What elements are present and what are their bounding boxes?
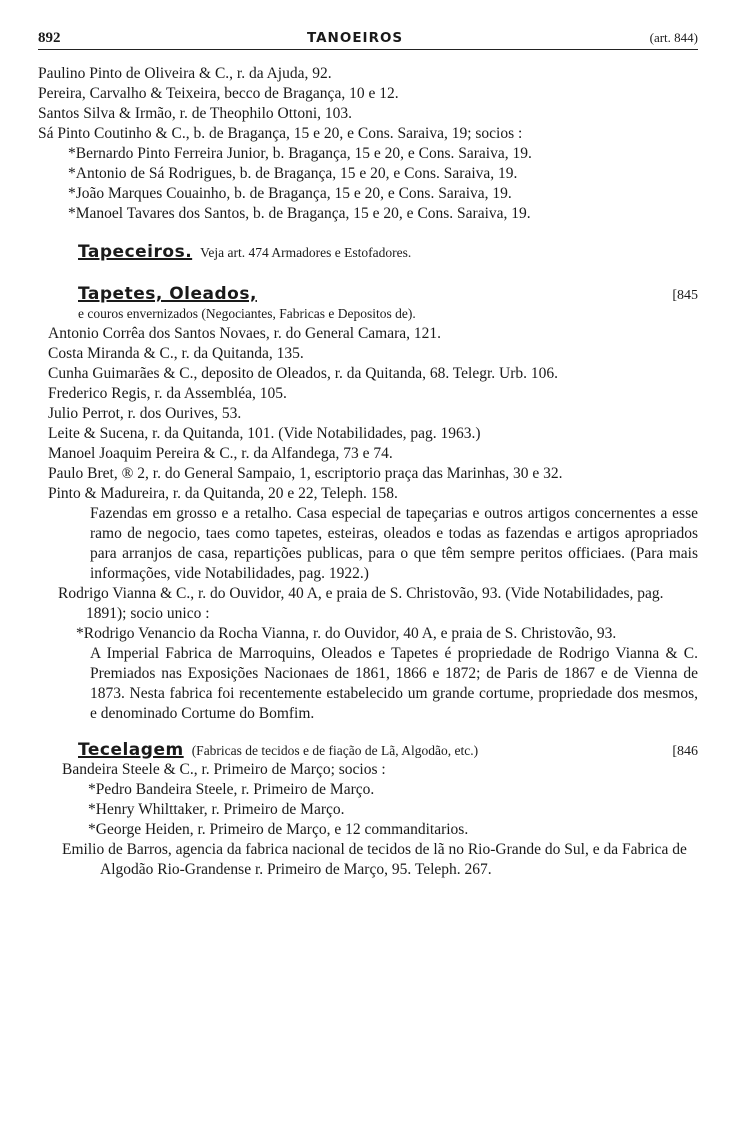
partner-item: *George Heiden, r. Primeiro de Março, e 12 commanditarios. — [88, 821, 469, 838]
partner-item: *Pedro Bandeira Steele, r. Primeiro de Março. — [88, 781, 375, 798]
page-number: 892 — [38, 30, 61, 46]
directory-page — [38, 30, 698, 880]
page-header — [38, 30, 698, 50]
list-item: Santos Silva & Irmão, r. de Theophilo Ottoni, 103. — [38, 105, 352, 122]
article-number: [845 — [672, 288, 698, 303]
partner-item: *Antonio de Sá Rodrigues, b. de Bragança, 15 e 20, e Cons. Saraiva, 19. — [68, 165, 518, 182]
section-note: Veja art. 474 Armadores e Estofadores. — [200, 245, 412, 260]
list-item: Cunha Guimarães & C., deposito de Oleados, r. da Quitanda, 68. Telegr. Urb. 106. — [48, 365, 559, 382]
list-item: Paulo Bret, ® 2, r. do General Sampaio, 1, escriptorio praça das Marinhas, 30 e 32. — [48, 465, 563, 482]
list-item: Rodrigo Vianna & C., r. do Ouvidor, 40 A, e praia de S. Christovão, 93. (Vide Notabilidades, pag. 1891); socio unico : — [58, 585, 664, 622]
tapetes-list — [38, 324, 698, 724]
entry-description: Fazendas em grosso e a retalho. Casa especial de tapeçarias e outros artigos concernentes a esse ramo de negocio, taes como tapetes, esteiras, oleados e todas as fazendas e artigos apropriados para arranjos de casa, repartições publicas, para o que têm sempre peritos officiaes. (Para mais informações, vide Notabilidades, pag. 1922.) — [90, 505, 698, 582]
article-number: [846 — [672, 744, 698, 759]
list-item: Emilio de Barros, agencia da fabrica nacional de tecidos de lã no Rio-Grande do Sul, e da Fabrica de Algodão Rio-Grandense r. Primeiro de Março, 95. Teleph. 267. — [62, 841, 687, 878]
list-item: Frederico Regis, r. da Assembléa, 105. — [48, 385, 287, 402]
list-item: Antonio Corrêa dos Santos Novaes, r. do General Camara, 121. — [48, 325, 442, 342]
list-item: Manoel Joaquim Pereira & C., r. da Alfandega, 73 e 74. — [48, 445, 393, 462]
article-reference: (art. 844) — [649, 30, 698, 45]
page-title: TANOEIROS — [306, 30, 404, 46]
section-heading: Tecelagem — [78, 740, 184, 760]
list-item: Julio Perrot, r. dos Ourives, 53. — [48, 405, 242, 422]
section-tapetes — [38, 284, 698, 304]
list-item: Sá Pinto Coutinho & C., b. de Bragança, 15 e 20, e Cons. Saraiva, 19; socios : — [38, 125, 523, 142]
partner-item: *Rodrigo Venancio da Rocha Vianna, r. do Ouvidor, 40 A, e praia de S. Christovão, 93. — [76, 625, 617, 642]
partner-item: *Manoel Tavares dos Santos, b. de Bragança, 15 e 20, e Cons. Saraiva, 19. — [68, 205, 531, 222]
list-item: Costa Miranda & C., r. da Quitanda, 135. — [48, 345, 304, 362]
list-item: Bandeira Steele & C., r. Primeiro de Março; socios : — [62, 761, 386, 778]
list-item: Paulino Pinto de Oliveira & C., r. da Ajuda, 92. — [38, 65, 332, 82]
partner-item: *Bernardo Pinto Ferreira Junior, b. Bragança, 15 e 20, e Cons. Saraiva, 19. — [68, 145, 532, 162]
tecelagem-list — [38, 760, 698, 880]
section-tapeceiros — [38, 242, 698, 262]
partner-item: *João Marques Couainho, b. de Bragança, 15 e 20, e Cons. Saraiva, 19. — [68, 185, 512, 202]
list-item: Pinto & Madureira, r. da Quitanda, 20 e 22, Teleph. 158. — [48, 485, 398, 502]
partner-item: *Henry Whilttaker, r. Primeiro de Março. — [88, 801, 345, 818]
tanoeiros-list — [38, 64, 698, 224]
list-item: Pereira, Carvalho & Teixeira, becco de Bragança, 10 e 12. — [38, 85, 399, 102]
entry-description: A Imperial Fabrica de Marroquins, Oleados e Tapetes é propriedade de Rodrigo Vianna & C. Premiados nas Exposições Nacionaes de 1861, 1866 e 1872; de Paris de 1867 e de Vienna de 1873. Nesta fabrica foi recentemente estabelecido um grande cortume, propriedade dos mesmos, e denominado Cortume do Bomfim. — [90, 645, 698, 722]
section-heading: Tapetes, Oleados, — [78, 284, 257, 304]
section-tecelagem — [38, 740, 698, 760]
list-item: Leite & Sucena, r. da Quitanda, 101. (Vide Notabilidades, pag. 1963.) — [48, 425, 481, 442]
section-note: (Fabricas de tecidos e de fiação de Lã, Algodão, etc.) — [191, 743, 479, 758]
section-heading: Tapeceiros. — [78, 242, 193, 262]
section-subheading: e couros envernizados (Negociantes, Fabricas e Depositos de). — [78, 306, 416, 321]
